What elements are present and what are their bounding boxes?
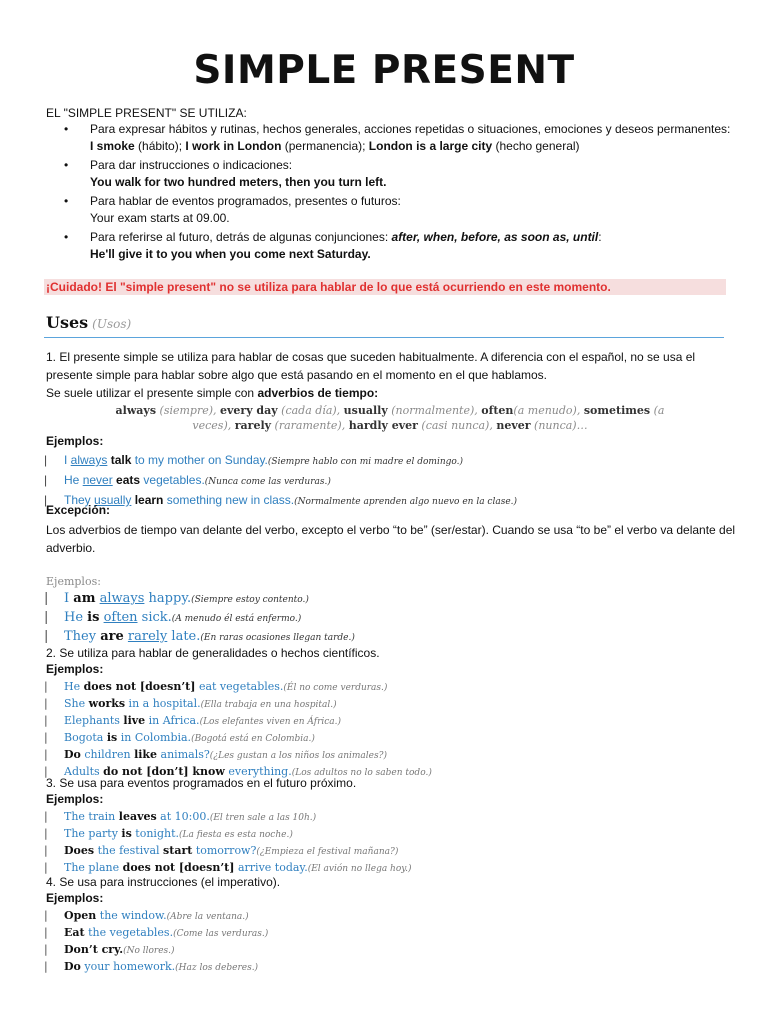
pipe-icon: | — [44, 629, 49, 644]
example-verb: Eat — [64, 926, 85, 939]
pipe-icon: | — [44, 610, 49, 625]
adverb-translation: (a veces), — [192, 404, 665, 432]
pipe-icon: | — [44, 680, 48, 693]
list-item — [44, 609, 744, 628]
examples-label: Ejemplos: — [46, 662, 104, 676]
list-item — [44, 713, 744, 730]
pipe-icon: | — [44, 909, 48, 922]
example-text: I smoke — [90, 139, 135, 153]
adverb-item — [116, 404, 217, 417]
example-translation: (A menudo él está enfermo.) — [171, 614, 302, 624]
adverb-item — [344, 404, 478, 417]
bullet-icon: • — [64, 158, 69, 172]
example-complement: in Colombia. — [117, 731, 192, 744]
example-subject: He — [64, 680, 84, 693]
example-verb: Does — [64, 844, 95, 857]
example-translation: (Ella trabaja en una hospital.) — [200, 700, 337, 710]
example-complement: vegetables. — [140, 473, 205, 487]
example-verb: does not [doesn’t] — [122, 861, 235, 874]
adverb-translation: (normalmente), — [391, 404, 478, 417]
example-subject: They — [64, 629, 101, 644]
list-item — [44, 730, 744, 747]
example-translation: (Siempre hablo con mi madre el domingo.) — [267, 457, 464, 467]
example-verb: talk — [107, 453, 132, 467]
example-complement: to my mother on Sunday. — [131, 453, 268, 467]
example-subject: Adults — [64, 765, 104, 778]
section-divider — [44, 337, 724, 338]
example-verb: is — [106, 731, 118, 744]
example-translation: (Normalmente aprenden algo nuevo en la clase.) — [294, 497, 518, 507]
example-verb: leaves — [118, 810, 157, 823]
adverbs-intro-emph: adverbios de tiempo: — [257, 386, 379, 400]
section4-heading: 4. Se usa para instrucciones (el imperativo). — [46, 875, 281, 889]
example-subject: He — [64, 473, 83, 487]
example-complement: arrive today. — [234, 861, 308, 874]
example-verb: like — [134, 748, 158, 761]
colon: : — [598, 230, 602, 244]
bullet-icon: • — [64, 230, 69, 244]
list-item — [44, 826, 744, 843]
pipe-icon: | — [44, 748, 48, 761]
intro-item-text: Para dar instrucciones o indicaciones: — [90, 158, 293, 172]
example-verb: Do — [64, 748, 81, 761]
examples-list — [44, 679, 744, 781]
adverb-translation: (raramente), — [274, 419, 346, 432]
example-note: (hecho general) — [492, 139, 580, 153]
intro-item-example — [90, 138, 736, 155]
pipe-icon: | — [44, 827, 48, 840]
adverbs-list — [100, 403, 680, 433]
example-complement: late. — [167, 629, 201, 644]
example-subject: I — [64, 453, 71, 467]
conjunction-list: after, when, before, as soon as, until — [391, 230, 599, 244]
example-subject: I — [64, 591, 74, 606]
example-verb: learn — [131, 493, 164, 507]
section1-paragraph: 1. El presente simple se utiliza para hablar de cosas que suceden habitualmente. A diferencia con el español, no se usa el presente simple para hablar sobre algo que está pasando en el momento en el que hablamos. — [46, 350, 696, 382]
intro-item-example: He'll give it to you when you come next Saturday. — [90, 247, 371, 261]
examples-label: Ejemplos: — [46, 575, 101, 588]
bullet-icon: • — [64, 122, 69, 136]
adverb: rarely — [234, 419, 272, 432]
adverb: usually — [343, 404, 388, 417]
adverb-translation: (cada día), — [281, 404, 341, 417]
example-translation: (Los adultos no lo saben todo.) — [291, 768, 432, 778]
examples-label: Ejemplos: — [46, 891, 104, 905]
example-translation: (No llores.) — [123, 946, 175, 956]
intro-item-example: You walk for two hundred meters, then you turn left. — [90, 175, 387, 189]
example-translation: (Bogotá está en Colombia.) — [191, 734, 315, 744]
list-item — [44, 491, 744, 511]
example-subject: He — [64, 610, 88, 625]
example-complement: the festival — [94, 844, 164, 857]
example-translation: (Los elefantes viven en África.) — [199, 717, 342, 727]
intro-item — [46, 121, 736, 155]
example-translation: (En raras ocasiones llegan tarde.) — [200, 633, 355, 643]
pipe-icon: | — [44, 714, 48, 727]
example-adverb: often — [103, 610, 138, 625]
examples-label: Ejemplos: — [46, 792, 104, 806]
adverbs-intro — [46, 384, 736, 402]
intro-item — [46, 193, 736, 227]
intro-item — [46, 157, 736, 191]
example-verb: start — [163, 844, 193, 857]
example-translation: (Él no come verduras.) — [283, 683, 388, 693]
pipe-icon: | — [44, 960, 48, 973]
pipe-icon: | — [44, 844, 48, 857]
example-verb: Do — [64, 960, 81, 973]
example-verb: is — [121, 827, 132, 840]
example-verb: works — [88, 697, 126, 710]
adverb-item — [220, 404, 340, 417]
adverb: often — [481, 404, 514, 417]
example-complement: sick. — [137, 610, 172, 625]
pipe-icon: | — [44, 926, 48, 939]
example-verb: is — [87, 610, 100, 625]
list-item — [44, 809, 744, 826]
pipe-icon: | — [44, 810, 48, 823]
adverb: sometimes — [583, 404, 651, 417]
exception-label: Excepción: — [46, 503, 111, 517]
example-complement: tonight. — [131, 827, 179, 840]
example-translation: (La fiesta es esta noche.) — [178, 830, 293, 840]
example-verb: live — [123, 714, 146, 727]
pipe-icon: | — [44, 697, 48, 710]
examples-list — [44, 809, 744, 877]
adverb-item — [481, 404, 580, 417]
example-complement: happy. — [144, 591, 192, 606]
example-complement: animals? — [157, 748, 210, 761]
pipe-icon: | — [44, 473, 48, 487]
adverb: hardly ever — [348, 419, 418, 432]
pipe-icon: | — [44, 731, 48, 744]
example-subject: Elephants — [64, 714, 124, 727]
example-complement: in a hospital. — [125, 697, 201, 710]
example-adverb: usually — [94, 493, 132, 507]
example-subject: They — [64, 493, 95, 507]
example-complement: tomorrow? — [192, 844, 257, 857]
intro-item-text: Para referirse al futuro, detrás de algunas conjunciones: — [90, 230, 392, 244]
adverb-translation: (nunca)… — [534, 419, 588, 432]
example-adverb: rarely — [127, 629, 168, 644]
example-complement: children — [80, 748, 135, 761]
adverb-translation: (a menudo), — [513, 404, 581, 417]
list-item — [44, 471, 744, 491]
page-title: SIMPLE PRESENT — [193, 48, 575, 93]
pipe-icon: | — [44, 453, 48, 467]
intro-bullet-list — [46, 121, 736, 265]
example-subject: The party — [64, 827, 122, 840]
list-item — [44, 679, 744, 696]
warning-banner: ¡Cuidado! El "simple present" no se utiliza para hablar de lo que está ocurriendo en este momento. — [44, 279, 726, 295]
adverb-translation: (casi nunca), — [421, 419, 493, 432]
example-translation: (¿Empieza el festival mañana?) — [256, 847, 399, 857]
uses-heading — [46, 313, 131, 332]
example-translation: (Come las verduras.) — [173, 929, 269, 939]
intro-item-text: Para expresar hábitos y rutinas, hechos generales, acciones repetidas o situaciones, emociones y deseos permanentes: — [90, 122, 731, 136]
example-complement: in Africa. — [145, 714, 200, 727]
adverb-translation: (siempre), — [159, 404, 217, 417]
pipe-icon: | — [44, 493, 48, 507]
adverb-item — [496, 419, 587, 432]
examples-list — [44, 908, 744, 976]
example-translation: (¿Les gustan a los niños los animales?) — [209, 751, 387, 761]
example-verb: Open — [64, 909, 97, 922]
list-item — [44, 843, 744, 860]
adverb: every day — [220, 404, 278, 417]
pipe-icon: | — [44, 765, 48, 778]
pipe-icon: | — [44, 943, 48, 956]
adverbs-intro-text: Se suele utilizar el presente simple con — [46, 386, 258, 400]
example-verb: am — [73, 591, 96, 606]
example-note: (hábito); — [134, 139, 186, 153]
exception-paragraph: Los adverbios de tiempo van delante del verbo, excepto el verbo “to be” (ser/estar). Cuando se usa “to be” el verbo va delante del adverbio. — [46, 523, 736, 555]
uses-subtitle: (Usos) — [92, 317, 132, 331]
example-verb: do not [don’t] know — [103, 765, 225, 778]
pipe-icon: | — [44, 591, 49, 606]
example-complement: everything. — [224, 765, 292, 778]
example-complement: something new in class. — [163, 493, 295, 507]
intro-item-text: Para hablar de eventos programados, presentes o futuros: — [90, 194, 401, 208]
example-subject: Bogota — [64, 731, 107, 744]
example-verb: does not [doesn’t] — [83, 680, 196, 693]
example-translation: (Haz los deberes.) — [175, 963, 259, 973]
example-adverb: always — [70, 453, 108, 467]
intro-label: EL "SIMPLE PRESENT" SE UTILIZA: — [46, 106, 247, 120]
bullet-icon: • — [64, 194, 69, 208]
list-item — [44, 590, 744, 609]
example-subject: She — [64, 697, 89, 710]
example-note: (permanencia); — [281, 139, 369, 153]
adverb-item — [235, 419, 345, 432]
example-text: I work in London — [185, 139, 282, 153]
examples-list — [44, 590, 744, 647]
example-complement: at 10:00. — [156, 810, 210, 823]
list-item — [44, 908, 744, 925]
example-translation: (El avión no llega hoy.) — [307, 864, 412, 874]
adverb-item — [349, 419, 493, 432]
list-item — [44, 925, 744, 942]
section2-heading: 2. Se utiliza para hablar de generalidades o hechos científicos. — [46, 646, 380, 660]
intro-item — [46, 229, 736, 263]
example-translation: (Nunca come las verduras.) — [204, 477, 331, 487]
adverb: always — [115, 404, 157, 417]
list-item — [44, 747, 744, 764]
example-text: London is a large city — [368, 139, 493, 153]
pipe-icon: | — [44, 861, 48, 874]
examples-list — [44, 451, 744, 511]
examples-label: Ejemplos: — [46, 434, 104, 448]
uses-title: Uses — [46, 313, 89, 332]
example-verb: eats — [112, 473, 141, 487]
example-subject: The plane — [64, 861, 123, 874]
list-item — [44, 696, 744, 713]
example-adverb: always — [99, 591, 145, 606]
intro-item-example: Your exam starts at 09.00. — [90, 211, 230, 225]
list-item — [44, 451, 744, 471]
example-complement: eat vegetables. — [195, 680, 284, 693]
example-translation: (Abre la ventana.) — [166, 912, 249, 922]
list-item — [44, 959, 744, 976]
adverb: never — [496, 419, 531, 432]
list-item — [44, 942, 744, 959]
example-translation: (El tren sale a las 10h.) — [209, 813, 317, 823]
example-translation: (Siempre estoy contento.) — [191, 595, 309, 605]
example-verb: are — [100, 629, 124, 644]
example-complement: the vegetables. — [84, 926, 174, 939]
section3-heading: 3. Se usa para eventos programados en el futuro próximo. — [46, 776, 357, 790]
example-complement: the window. — [96, 909, 167, 922]
example-adverb: never — [82, 473, 113, 487]
example-complement: your homework. — [80, 960, 176, 973]
example-verb: Don’t cry. — [64, 943, 124, 956]
example-subject: The train — [64, 810, 119, 823]
